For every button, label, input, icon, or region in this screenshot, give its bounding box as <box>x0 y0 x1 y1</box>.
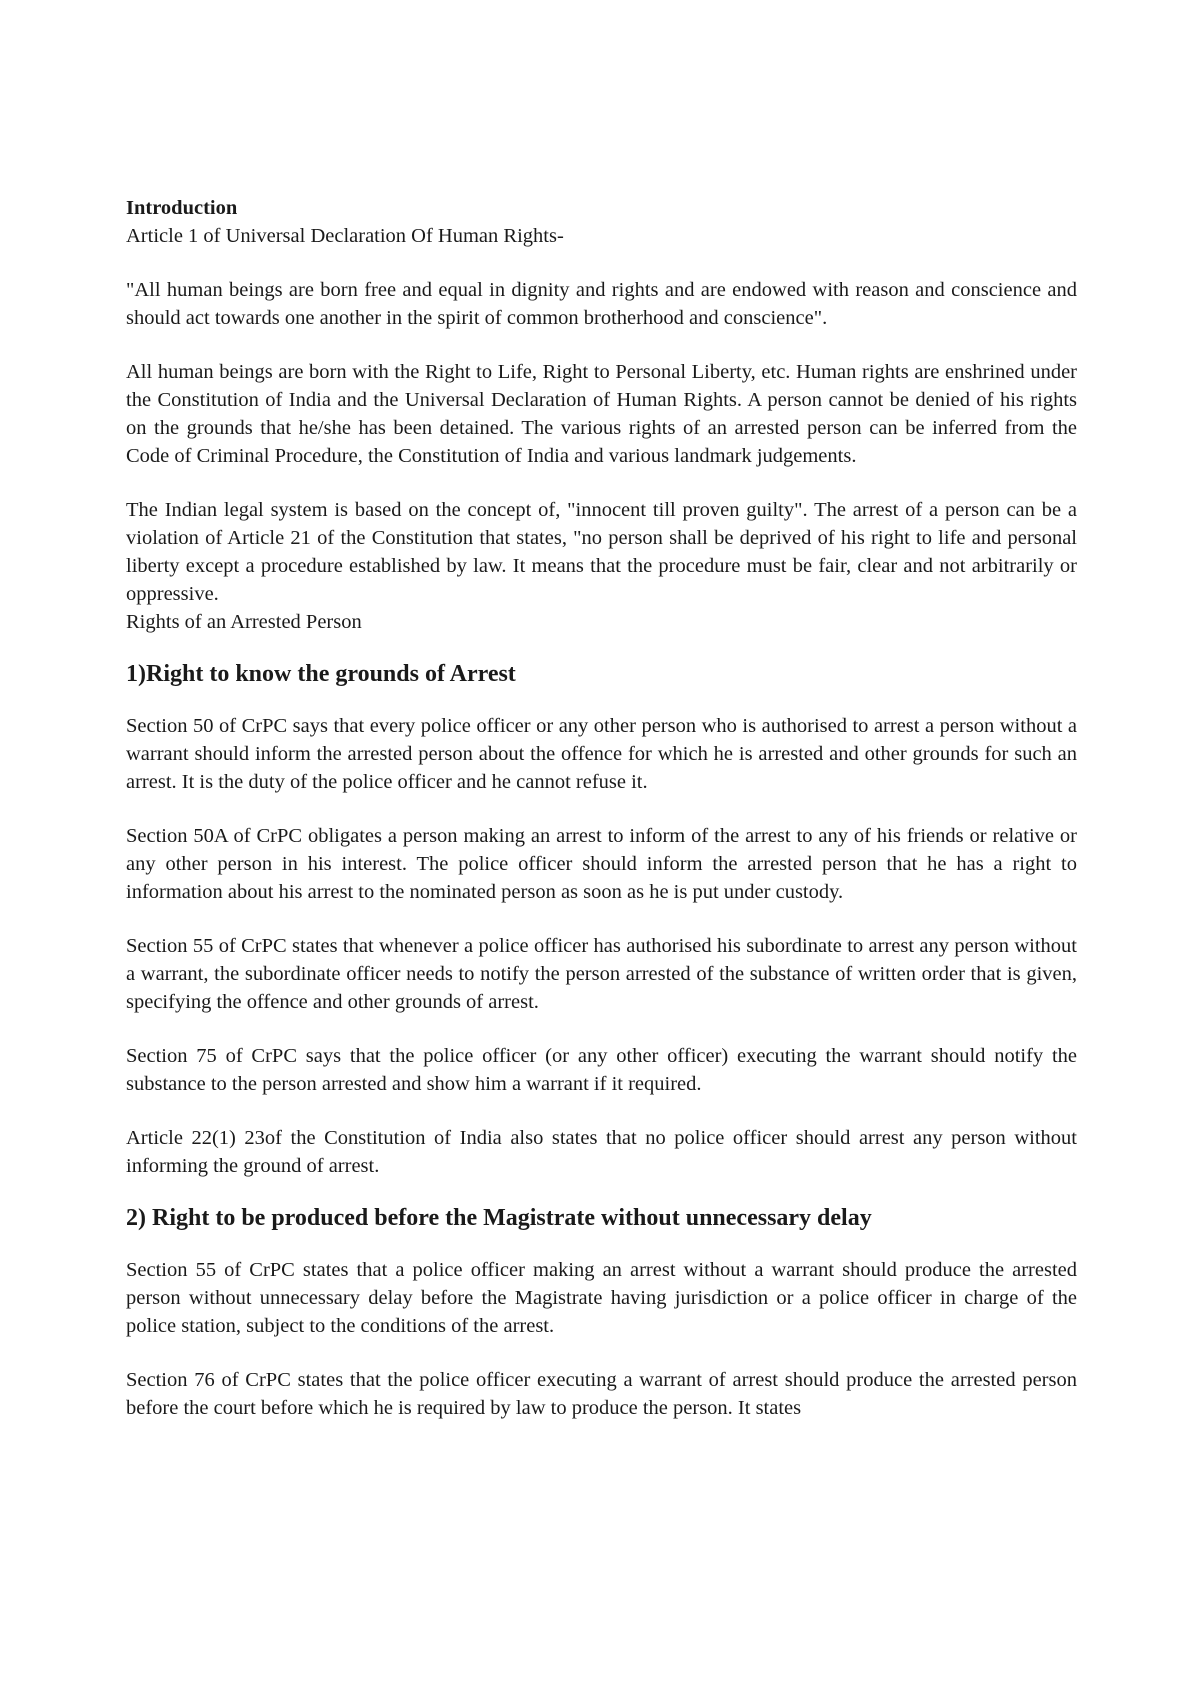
legal-system-paragraph: The Indian legal system is based on the concept of, "innocent till proven guilty". The arrest of a person can be a violation of Article 21 of the Constitution that states, "no person shall be deprived of his right to life and personal liberty except a procedure established by law. It means that the procedure must be fair, clear and not arbitrarily or oppressive. <box>126 499 1077 605</box>
section-2-paragraph: Section 55 of CrPC states that a police officer making an arrest without a warrant should produce the arrested person without unnecessary delay before the Magistrate having jurisdiction or a police officer in charge of the police station, subject to the conditions of the arrest. <box>126 1259 1077 1337</box>
section-1-paragraph: Section 55 of CrPC states that whenever a police officer has authorised his subordinate to arrest any person without a warrant, the subordinate officer needs to notify the person arrested of the substance of written order that is given, specifying the offence and other grounds of arrest. <box>126 935 1077 1013</box>
section-1-paragraph: Section 75 of CrPC says that the police officer (or any other officer) executing the warrant should notify the substance to the person arrested and show him a warrant if it required. <box>126 1045 1077 1095</box>
section-2-heading: 2) Right to be produced before the Magistrate without unnecessary delay <box>126 1205 872 1231</box>
section-2-paragraph: Section 76 of CrPC states that the police officer executing a warrant of arrest should produce the arrested person before the court before which he is required by law to produce the person. It states <box>126 1369 1077 1419</box>
rights-paragraph: All human beings are born with the Right to Life, Right to Personal Liberty, etc. Human rights are enshrined under the Constitution of India and the Universal Declaration of Human Rights. A person cannot be denied of his rights on the grounds that he/she has been detained. The various rights of an arrested person can be inferred from the Code of Criminal Procedure, the Constitution of India and various landmark judgements. <box>126 361 1077 467</box>
section-1-paragraph: Section 50 of CrPC says that every police officer or any other person who is authorised to arrest a person without a warrant should inform the arrested person about the offence for which he is arrested and other grounds for such an arrest. It is the duty of the police officer and he cannot refuse it. <box>126 715 1077 793</box>
section-1-paragraph: Section 50A of CrPC obligates a person making an arrest to inform of the arrest to any of his friends or relative or any other person in his interest. The police officer should inform the arrested person that he has a right to information about his arrest to the nominated person as soon as he is put under custody. <box>126 825 1077 903</box>
section-1-heading: 1)Right to know the grounds of Arrest <box>126 661 516 687</box>
document-page <box>126 194 1077 1422</box>
intro-subtitle: Article 1 of Universal Declaration Of Human Rights- <box>126 225 564 247</box>
section-1-paragraph: Article 22(1) 23of the Constitution of India also states that no police officer should arrest any person without informing the ground of arrest. <box>126 1127 1077 1177</box>
rights-label: Rights of an Arrested Person <box>126 611 362 633</box>
intro-heading: Introduction <box>126 197 238 219</box>
quote-paragraph: "All human beings are born free and equal in dignity and rights and are endowed with reason and conscience and should act towards one another in the spirit of common brotherhood and conscience". <box>126 279 1077 329</box>
